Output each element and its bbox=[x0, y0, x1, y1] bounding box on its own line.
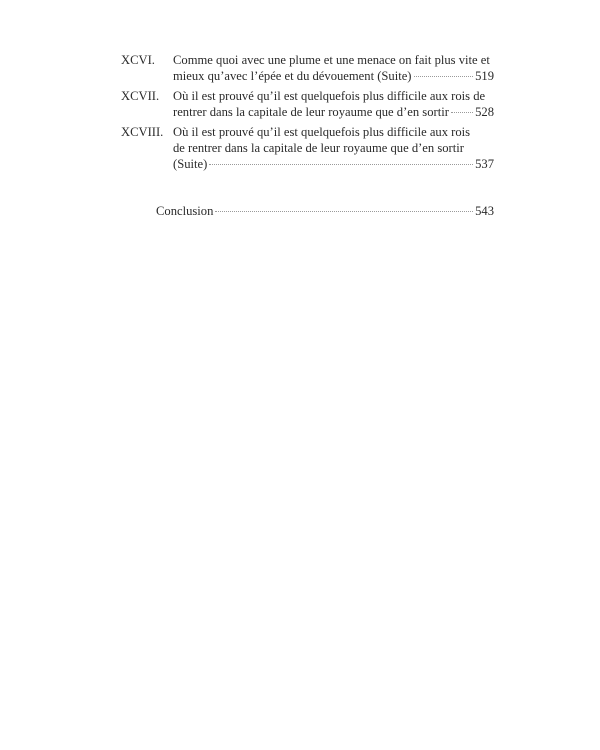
chapter-title-last-line bbox=[173, 104, 494, 120]
conclusion-label: Conclusion bbox=[156, 204, 214, 218]
chapter-title-last-line bbox=[173, 68, 494, 84]
page-number: 543 bbox=[475, 204, 494, 218]
chapter-number: XCVI. bbox=[121, 53, 155, 67]
conclusion-line bbox=[156, 203, 494, 219]
chapter-title-line: Comme quoi avec une plume et une menace on fait plus vite et bbox=[173, 53, 490, 67]
toc-entry-conclusion bbox=[156, 203, 494, 219]
chapter-title-line: rentrer dans la capitale de leur royaume que d’en sortir bbox=[173, 105, 449, 119]
chapter-title-line: (Suite) bbox=[173, 157, 208, 171]
chapter-title-line: Où il est prouvé qu’il est quelquefois plus difficile aux rois bbox=[173, 125, 471, 139]
chapter-title-line: mieux qu’avec l’épée et du dévouement (Suite) bbox=[173, 69, 412, 83]
chapter-title bbox=[173, 88, 494, 120]
chapter-title-line: de rentrer dans la capitale de leur royaume que d’en sortir bbox=[173, 141, 464, 155]
dot-leader bbox=[451, 112, 473, 113]
chapter-number: XCVIII. bbox=[121, 125, 164, 139]
chapter-title-last-line bbox=[173, 156, 494, 172]
chapter-number: XCVII. bbox=[121, 89, 160, 103]
chapter-title bbox=[173, 52, 494, 84]
dot-leader bbox=[209, 164, 473, 165]
page-number: 519 bbox=[475, 69, 494, 83]
dot-leader bbox=[215, 211, 473, 212]
dot-leader bbox=[414, 76, 474, 77]
chapter-title-line: Où il est prouvé qu’il est quelquefois plus difficile aux rois de bbox=[173, 89, 486, 103]
page-number: 528 bbox=[475, 105, 494, 119]
page-number: 537 bbox=[475, 157, 494, 171]
chapter-title bbox=[173, 124, 494, 172]
